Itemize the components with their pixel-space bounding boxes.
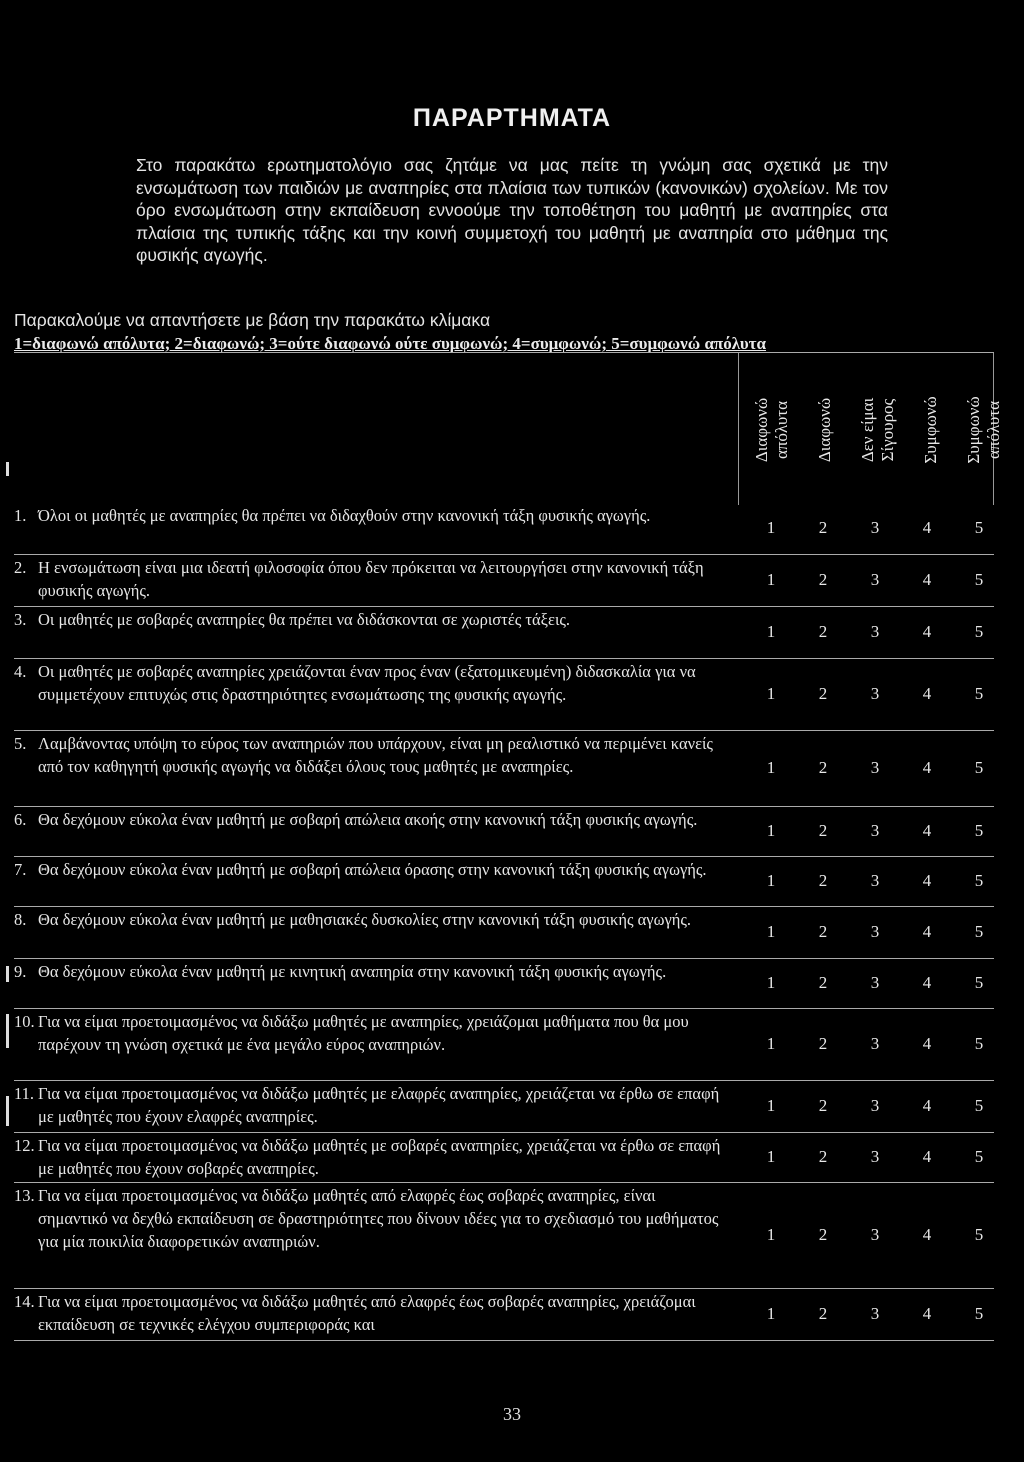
question-text: Θα δεχόμουν εύκολα έναν μαθητή με σοβαρή απώλεια ακοής στην κανονική τάξη φυσικής αγωγής.: [38, 810, 698, 829]
question-number: 1.: [14, 506, 27, 525]
column-header-2: [803, 363, 847, 497]
rating-option-2[interactable]: 2: [818, 1096, 828, 1115]
rating-option-4[interactable]: 4: [922, 518, 932, 537]
intro-paragraph: Στο παρακάτω ερωτηματολόγιο σας ζητάμε να μας πείτε τη γνώμη σας σχετικά με την ενσωμάτωση των παιδιών με αναπηρίες στα πλαίσια των τυπικών (κανονικών) σχολείων. Με τον όρο ενσωμάτωση στην εκπαίδευση εννοούμε την τοποθέτηση του μαθητή με αναπηρίες στα πλαίσια της τυπικής τάξης και την κοινή συμμετοχή του μαθητή με αναπηρία στο μάθημα της φυσικής αγωγής.: [136, 155, 888, 265]
rating-option-1[interactable]: 1: [766, 871, 776, 890]
table-row: [14, 660, 994, 731]
rating-option-2[interactable]: 2: [818, 1034, 828, 1053]
table-row: [14, 1134, 994, 1183]
rating-option-1[interactable]: 1: [766, 973, 776, 992]
rating-option-1[interactable]: 1: [766, 622, 776, 641]
rating-option-1[interactable]: 1: [766, 922, 776, 941]
table-row: [14, 732, 994, 807]
question-text: Θα δεχόμουν εύκολα έναν μαθητή με σοβαρή απώλεια όρασης στην κανονική τάξη φυσικής αγωγής.: [38, 860, 707, 879]
rating-option-5[interactable]: 5: [974, 684, 984, 703]
rating-option-4[interactable]: 4: [922, 821, 932, 840]
rating-option-3[interactable]: 3: [870, 973, 880, 992]
question-number: 7.: [14, 860, 27, 879]
question-text: Η ενσωμάτωση είναι μια ιδεατή φιλοσοφία όπου δεν πρόκειται να λειτουργήσει στην κανονική τάξη φυσικής αγωγής.: [38, 558, 704, 600]
rating-option-3[interactable]: 3: [870, 1304, 880, 1323]
rating-option-1[interactable]: 1: [766, 570, 776, 589]
column-header-label: Συμφωνώ: [921, 396, 940, 464]
rating-option-2[interactable]: 2: [818, 622, 828, 641]
rating-option-4[interactable]: 4: [922, 871, 932, 890]
question-number: 14.: [14, 1292, 35, 1311]
question-number: 2.: [14, 558, 27, 577]
rating-option-2[interactable]: 2: [818, 1304, 828, 1323]
column-header-1: [750, 363, 794, 497]
rating-option-2[interactable]: 2: [818, 821, 828, 840]
rating-option-3[interactable]: 3: [870, 1147, 880, 1166]
questionnaire-table: [14, 352, 1003, 1334]
question-text: Όλοι οι μαθητές με αναπηρίες θα πρέπει να διδαχθούν στην κανονική τάξη φυσικής αγωγής.: [38, 506, 651, 525]
rating-option-3[interactable]: 3: [870, 622, 880, 641]
rating-option-1[interactable]: 1: [766, 1034, 776, 1053]
rating-option-4[interactable]: 4: [922, 1096, 932, 1115]
rating-option-4[interactable]: 4: [922, 622, 932, 641]
rating-option-3[interactable]: 3: [870, 871, 880, 890]
question-number: 5.: [14, 734, 27, 753]
question-text: Οι μαθητές με σοβαρές αναπηρίες χρειάζονται έναν προς έναν (εξατομικευμένη) διδασκαλία για να συμμετέχουν επιτυχώς στις δραστηριότητες ενσωμάτωσης της φυσικής αγωγής.: [38, 662, 696, 704]
rating-option-2[interactable]: 2: [818, 871, 828, 890]
rating-option-4[interactable]: 4: [922, 1147, 932, 1166]
rating-option-2[interactable]: 2: [818, 570, 828, 589]
rating-option-2[interactable]: 2: [818, 1147, 828, 1166]
table-row: [14, 1184, 994, 1289]
column-header-label: Συμφωνώ απόλυτα: [964, 396, 1003, 464]
table-header: [14, 352, 1003, 505]
rating-option-5[interactable]: 5: [974, 1034, 984, 1053]
margin-mark: [6, 462, 9, 476]
rating-option-4[interactable]: 4: [922, 1304, 932, 1323]
rating-option-1[interactable]: 1: [766, 1304, 776, 1323]
table-row: [14, 960, 994, 1009]
rating-option-1[interactable]: 1: [766, 684, 776, 703]
rating-option-3[interactable]: 3: [870, 1096, 880, 1115]
rating-option-3[interactable]: 3: [870, 758, 880, 777]
rating-option-3[interactable]: 3: [870, 821, 880, 840]
table-row: [14, 608, 994, 659]
column-header-5: [962, 363, 1006, 497]
table-row: [14, 556, 994, 607]
question-number: 3.: [14, 610, 27, 629]
table-row: [14, 858, 994, 907]
rating-option-4[interactable]: 4: [922, 922, 932, 941]
rating-option-4[interactable]: 4: [922, 1034, 932, 1053]
table-row: [14, 1010, 994, 1081]
rating-option-3[interactable]: 3: [870, 1034, 880, 1053]
question-number: 6.: [14, 810, 27, 829]
rating-option-5[interactable]: 5: [974, 518, 984, 537]
question-text: Λαμβάνοντας υπόψη το εύρος των αναπηριών που υπάρχουν, είναι μη ρεαλιστικό να περιμένει κανείς από τον καθηγητή φυσικής αγωγής να διδάξει όλους τους μαθητές με αναπηρίες.: [38, 734, 713, 776]
rating-option-5[interactable]: 5: [974, 922, 984, 941]
question-text: Οι μαθητές με σοβαρές αναπηρίες θα πρέπει να διδάσκονται σε χωριστές τάξεις.: [38, 610, 571, 629]
rating-option-5[interactable]: 5: [974, 1096, 984, 1115]
rating-option-3[interactable]: 3: [870, 684, 880, 703]
table-row: [14, 808, 994, 857]
rating-option-5[interactable]: 5: [974, 1304, 984, 1323]
rating-option-4[interactable]: 4: [922, 570, 932, 589]
page-number: 33: [503, 1404, 521, 1424]
question-text: Θα δεχόμουν εύκολα έναν μαθητή με κινητική αναπηρία στην κανονική τάξη φυσικής αγωγής.: [38, 962, 667, 981]
table-row: [14, 504, 994, 555]
table-row: [14, 1082, 994, 1133]
rating-option-5[interactable]: 5: [974, 1225, 984, 1244]
table-row: [14, 908, 994, 959]
column-header-label: Διαφωνώ: [815, 397, 834, 463]
rating-option-3[interactable]: 3: [870, 922, 880, 941]
rating-option-5[interactable]: 5: [974, 570, 984, 589]
instructions-text: Παρακαλούμε να απαντήσετε με βάση την παρακάτω κλίμακα: [14, 310, 491, 330]
rating-option-4[interactable]: 4: [922, 684, 932, 703]
question-number: 8.: [14, 910, 27, 929]
rating-option-4[interactable]: 4: [922, 758, 932, 777]
question-number: 4.: [14, 662, 27, 681]
column-header-4: [909, 363, 953, 497]
rating-option-1[interactable]: 1: [766, 821, 776, 840]
column-header-label: Δεν είμαι Σίγουρος: [858, 397, 897, 463]
margin-mark: [6, 966, 9, 982]
question-text: Για να είμαι προετοιμασμένος να διδάξω μαθητές από ελαφρές έως σοβαρές αναπηρίες, είναι σημαντικό να δεχθώ εκπαίδευση σε δραστηριότητες που δίνουν ιδέες για το σχεδιασμό του μαθήματος για μία ποικιλία διαφορετικών αναπηριών.: [38, 1186, 719, 1251]
rating-option-1[interactable]: 1: [766, 1147, 776, 1166]
rating-option-4[interactable]: 4: [922, 1225, 932, 1244]
column-header-3: [856, 363, 900, 497]
rating-option-5[interactable]: 5: [974, 821, 984, 840]
rating-option-2[interactable]: 2: [818, 518, 828, 537]
rating-option-2[interactable]: 2: [818, 684, 828, 703]
rating-option-1[interactable]: 1: [766, 518, 776, 537]
rating-option-5[interactable]: 5: [974, 622, 984, 641]
margin-mark: [6, 1096, 9, 1126]
rating-option-2[interactable]: 2: [818, 758, 828, 777]
rating-option-3[interactable]: 3: [870, 1225, 880, 1244]
rating-option-5[interactable]: 5: [974, 758, 984, 777]
rating-option-5[interactable]: 5: [974, 1147, 984, 1166]
rating-option-5[interactable]: 5: [974, 871, 984, 890]
column-header-label: Διαφωνώ απόλυτα: [752, 397, 791, 463]
question-text: Για να είμαι προετοιμασμένος να διδάξω μαθητές με αναπηρίες, χρειάζομαι μαθήματα που θα μου παρέχουν τη γνώση σχετικά με ένα μεγάλο εύρος αναπηριών.: [38, 1012, 689, 1054]
rating-option-2[interactable]: 2: [818, 1225, 828, 1244]
scale-legend: 1=διαφωνώ απόλυτα; 2=διαφωνώ; 3=ούτε διαφωνώ ούτε συμφωνώ; 4=συμφωνώ; 5=συμφωνώ απόλυτα: [14, 334, 767, 353]
rating-option-2[interactable]: 2: [818, 973, 828, 992]
question-text: Για να είμαι προετοιμασμένος να διδάξω μαθητές με σοβαρές αναπηρίες, χρειάζεται να έρθω σε επαφή με μαθητές που έχουν σοβαρές αναπηρίες.: [38, 1136, 721, 1178]
rating-option-1[interactable]: 1: [766, 1225, 776, 1244]
rating-option-2[interactable]: 2: [818, 922, 828, 941]
question-number: 10.: [14, 1012, 35, 1031]
page-title: ΠΑΡΑΡΤΗΜΑΤΑ: [412, 104, 612, 132]
rating-option-1[interactable]: 1: [766, 1096, 776, 1115]
question-number: 9.: [14, 962, 27, 981]
question-text: Για να είμαι προετοιμασμένος να διδάξω μαθητές από ελαφρές έως σοβαρές αναπηρίες, χρειάζομαι εκπαίδευση σε τεχνικές ελέγχου συμπεριφοράς και: [38, 1292, 696, 1334]
question-number: 13.: [14, 1186, 35, 1205]
rating-option-5[interactable]: 5: [974, 973, 984, 992]
question-text: Για να είμαι προετοιμασμένος να διδάξω μαθητές με ελαφρές αναπηρίες, χρειάζεται να έρθω σε επαφή με μαθητές που έχουν ελαφρές αναπηρίες.: [38, 1084, 720, 1126]
rating-option-3[interactable]: 3: [870, 570, 880, 589]
rating-option-1[interactable]: 1: [766, 758, 776, 777]
question-number: 11.: [14, 1084, 35, 1103]
table-row: [14, 1290, 994, 1341]
question-text: Θα δεχόμουν εύκολα έναν μαθητή με μαθησιακές δυσκολίες στην κανονική τάξη φυσικής αγωγής.: [38, 910, 692, 929]
margin-mark: [6, 1014, 9, 1048]
rating-option-4[interactable]: 4: [922, 973, 932, 992]
question-number: 12.: [14, 1136, 35, 1155]
rating-option-3[interactable]: 3: [870, 518, 880, 537]
